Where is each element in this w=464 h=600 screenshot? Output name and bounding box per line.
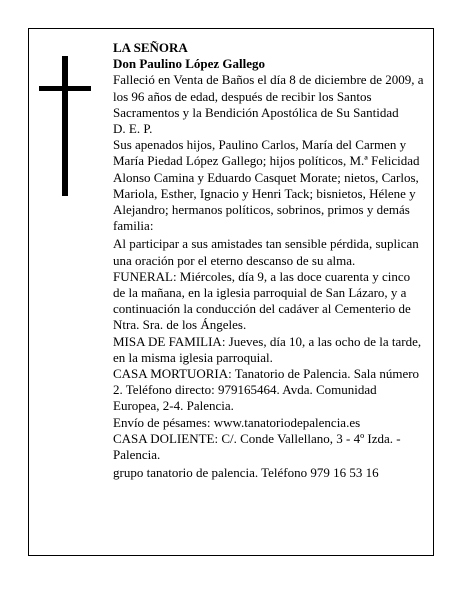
funeral-home-contact: grupo tanatorio de palencia. Teléfono 979 16 53 16 [113,465,379,481]
notice-heading: LA SEÑORA [113,40,188,55]
cross-icon-crossbar [39,86,91,91]
deceased-name: Don Paulino López Gallego [113,56,266,72]
family-mass-info: MISA DE FAMILIA: Jueves, día 10, a las ocho de la tarde, en la misma iglesia parroquial. [113,333,422,365]
prayer-request: Al participar a sus amistades tan sensible pérdida, suplican una oración por el eterno descanso de su alma. [113,236,419,268]
condolences-info: Envío de pésames: www.tanatoriodepalencia.es [113,414,361,430]
death-announcement: Falleció en Venta de Baños el día 8 de diciembre de 2009, a los 96 años de edad, después de recibir los Santos Sacramentos y la Bendición Apostólica de Su Santidad [113,72,424,120]
rest-in-peace: D. E. P. [113,121,153,137]
family-list: Sus apenados hijos, Paulino Carlos, María del Carmen y María Piedad López Gallego; hijos políticos, M.ª Felicidad Alonso Camina y Eduardo Casquet Morate; nietos, Carlos, Mariola, Esther, Ignacio y Henri Tack; bisnietos, Hélene y Alejandro; hermanos políticos, sobrinos, primos y demás familia: [113,137,420,234]
cross-icon [62,56,68,196]
funeral-info: FUNERAL: Miércoles, día 9, a las doce cuarenta y cinco de la mañana, en la iglesia parroquial de San Lázaro, y a continuación la conducción del cadáver al Cementerio de Ntra. Sra. de los Ángeles. [113,268,411,333]
obituary-text [113,40,425,481]
mortuary-info: CASA MORTUORIA: Tanatorio de Palencia. Sala número 2. Teléfono directo: 979165464. Avda. Comunidad Europea, 2-4. Palencia. [113,366,420,414]
family-home-info: CASA DOLIENTE: C/. Conde Vallellano, 3 - 4º Izda. - Palencia. [113,430,401,463]
